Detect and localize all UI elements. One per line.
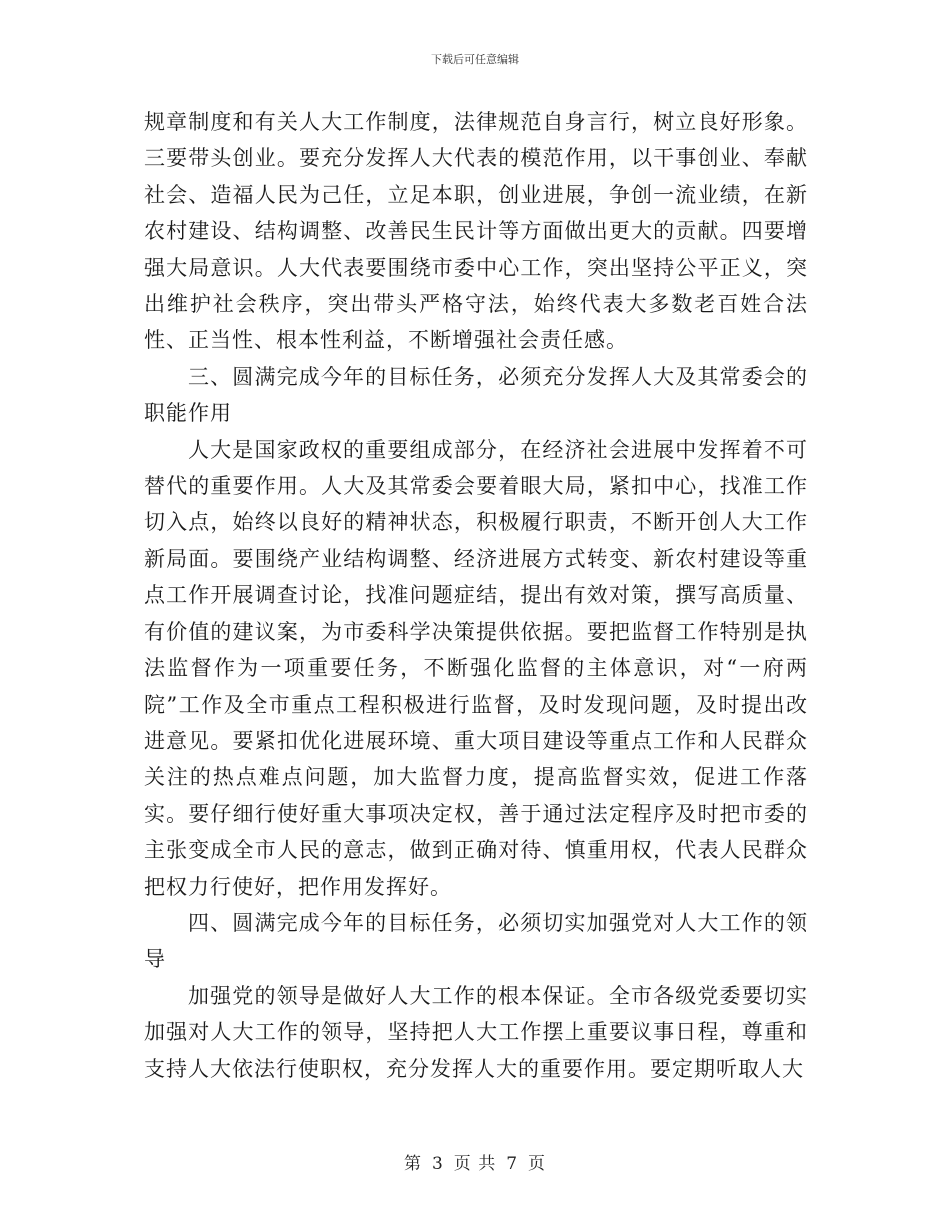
page-footer (0, 1152, 950, 1176)
section-heading-4: 四、圆满完成今年的目标任务，必须切实加强党对人大工作的领导 (144, 910, 808, 972)
paragraph-continuation: 规章制度和有关人大工作制度，法律规范自身言行，树立良好形象。三要带头创业。要充分发挥人大代表的模范作用，以干事创业、奉献社会、造福人民为己任，立足本职，创业进展，争创一流业绩，在新农村建设、结构调整、改善民生民计等方面做出更大的贡献。四要增强大局意识。人大代表要围绕市委中心工作，突出坚持公平正义，突出维护社会秩序，突出带头严格守法，始终代表大多数老百姓合法性、正当性、根本性利益，不断增强社会责任感。 (144, 110, 808, 353)
document-body (144, 104, 808, 1087)
page-label-suffix: 页 (528, 1154, 547, 1174)
section-heading-3: 三、圆满完成今年的目标任务，必须充分发挥人大及其常委会的职能作用 (144, 364, 808, 426)
current-page-number: 3 (431, 1154, 444, 1174)
total-pages-number: 7 (506, 1154, 519, 1174)
paragraph-section-4: 加强党的领导是做好人大工作的根本保证。全市各级党委要切实加强对人大工作的领导，坚持把人大工作摆上重要议事日程，尊重和支持人大依法行使职权，充分发挥人大的重要作用。要定期听取人大 (144, 983, 808, 1081)
page-label-prefix: 第 (403, 1154, 422, 1174)
page-label-mid: 页 共 (453, 1154, 497, 1174)
header-text: 下载后可任意编辑 (431, 53, 519, 66)
page-header (0, 52, 950, 68)
paragraph-section-3: 人大是国家政权的重要组成部分，在经济社会进展中发挥着不可替代的重要作用。人大及其常委会要着眼大局，紧扣中心，找准工作切入点，始终以良好的精神状态，积极履行职责，不断开创人大工作新局面。要围绕产业结构调整、经济进展方式转变、新农村建设等重点工作开展调查讨论，找准问题症结，提出有效对策，撰写高质量、有价值的建议案，为市委科学决策提供依据。要把监督工作特别是执法监督作为一项重要任务，不断强化监督的主体意识，对“一府两院”工作及全市重点工程积极进行监督，及时发现问题，及时提出改进意见。要紧扣优化进展环境、重大项目建设等重点工作和人民群众关注的热点难点问题，加大监督力度，提高监督实效，促进工作落实。要仔细行使好重大事项决定权，善于通过法定程序及时把市委的主张变成全市人民的意志，做到正确对待、慎重用权，代表人民群众把权力行使好，把作用发挥好。 (144, 437, 808, 899)
